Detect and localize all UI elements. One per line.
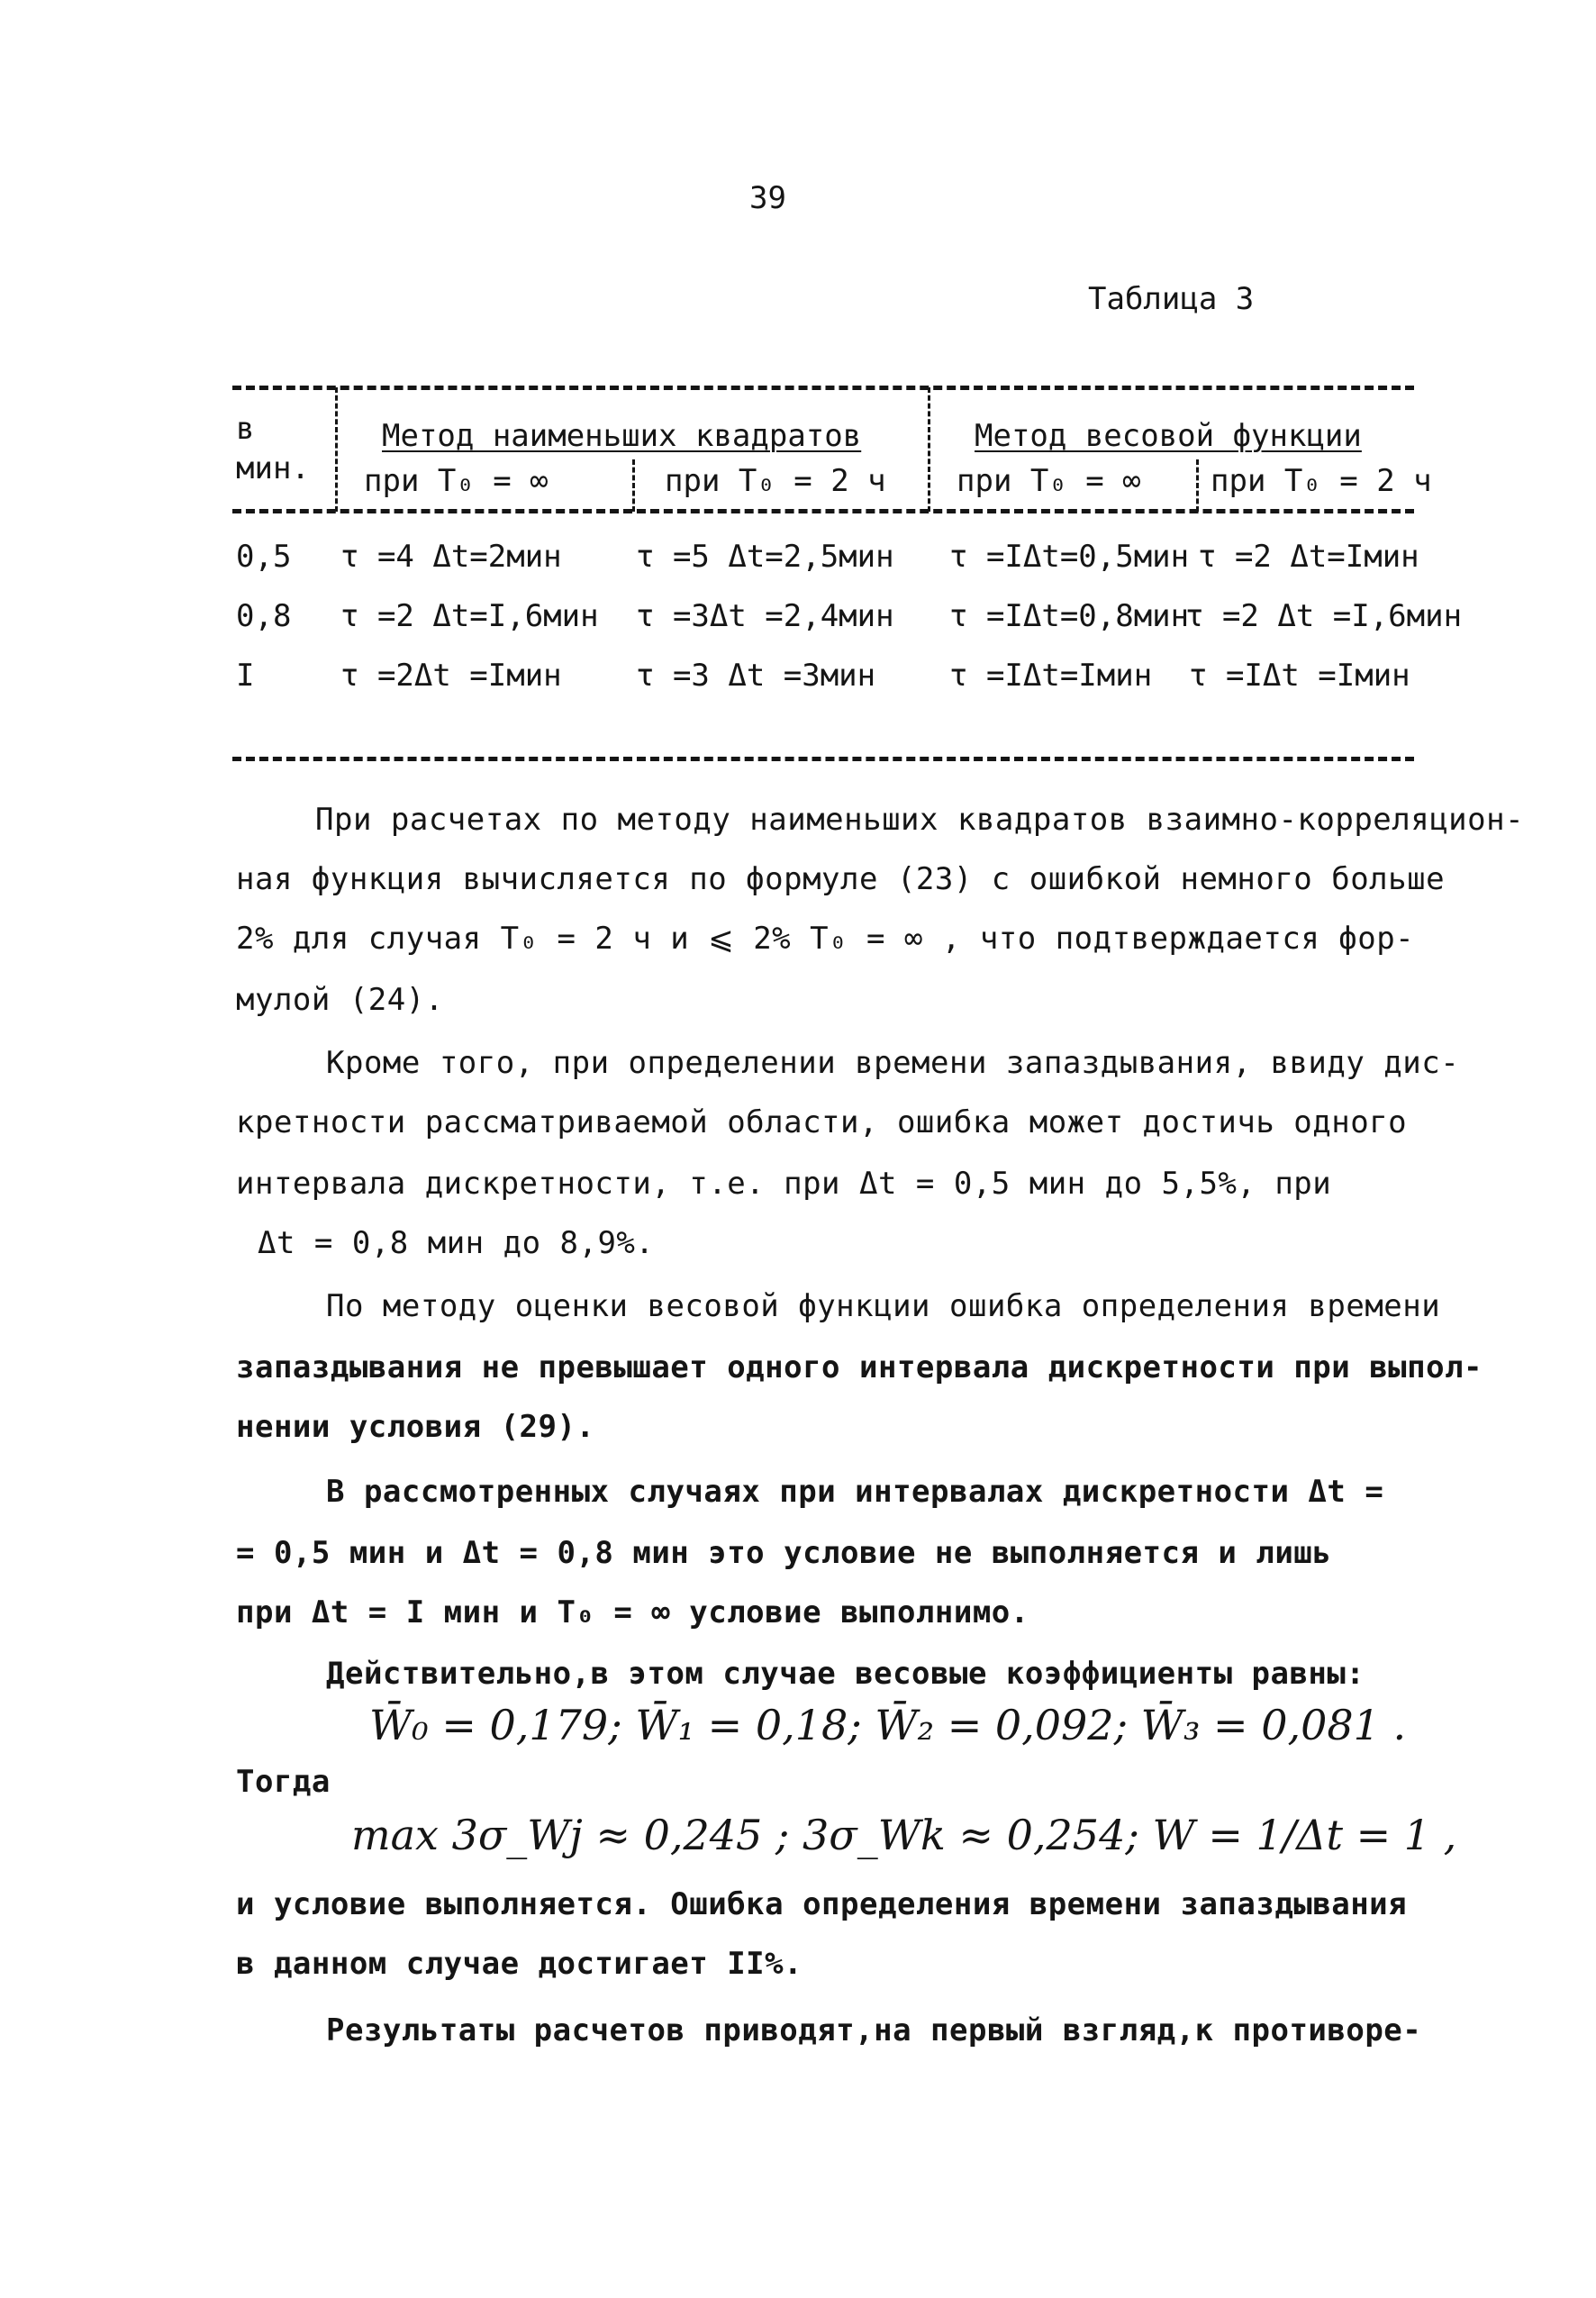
table-row-2-dt: 0,8 [236,598,292,634]
table-bottom-rule [232,757,1414,761]
formula-condition: max 3σ_Wj ≈ 0,245 ; 3σ_Wk ≈ 0,254; W = 1/Δt = 1 , [351,1811,1457,1859]
table-header-rule [232,509,1414,513]
table-top-rule [232,386,1414,390]
paragraph-2-line-2: кретности рассматриваемой области, ошибка может достичь одного [236,1104,1408,1140]
table-row-1-cell-4: τ =2 Δt=Iмин [1198,539,1419,575]
paragraph-6-line-1: и условие выполняется. Ошибка определения времени запаздывания [236,1886,1408,1922]
paragraph-1-line-1: При расчетах по методу наименьших квадратов взаимно-корреляцион- [315,802,1525,838]
table-row-2-cell-2: τ =3Δt =2,4мин [636,598,894,634]
table-divider-4 [1196,459,1199,512]
table-row-1-cell-2: τ =5 Δt=2,5мин [636,539,894,575]
paragraph-1-line-4: мулой (24). [236,982,444,1018]
paragraph-7: Результаты расчетов приводят,на первый взгляд,к противоре- [326,2012,1422,2048]
table-row-2-cell-1: τ =2 Δt=I,6мин [340,598,599,634]
paragraph-1-line-2: ная функция вычисляется по формуле (23) с ошибкой немного больше [236,861,1446,897]
paragraph-4-line-1: В рассмотренных случаях при интервалах дискретности Δt = [326,1474,1384,1510]
table-row-3-cell-3: τ =IΔt=Iмин [949,658,1153,694]
paragraph-3-line-1: По методу оценки весовой функции ошибка определения времени [326,1288,1441,1324]
table-group1-title: Метод наименьших квадратов [382,418,862,454]
table-row-1-cell-3: τ =IΔt=0,5мин [949,539,1190,575]
formula-weights: W̄₀ = 0,179; W̄₁ = 0,18; W̄₂ = 0,092; W̄₃ = 0,081 . [369,1701,1407,1749]
table-divider-3 [632,459,635,512]
table-row-3-dt: I [236,658,255,694]
paragraph-5: Действительно,в этом случае весовые коэффициенты равны: [326,1656,1365,1692]
table-row-3-cell-1: τ =2Δt =Iмин [340,658,562,694]
togda-label: Тогда [236,1764,331,1800]
table-subheader-1: при T₀ = ∞ [364,463,549,499]
paragraph-6-line-2: в данном случае достигает II%. [236,1946,803,1982]
paragraph-4-line-3: при Δt = I мин и T₀ = ∞ условие выполнимо. [236,1594,1029,1630]
table-row-2-cell-4: τ =2 Δt =I,6мин [1185,598,1463,634]
paragraph-4-line-2: = 0,5 мин и Δt = 0,8 мин это условие не выполняется и лишь [236,1535,1332,1571]
table-row-2-cell-3: τ =IΔt=0,8мин [949,598,1190,634]
table-row-1-cell-1: τ =4 Δt=2мин [340,539,562,575]
table-subheader-2: при T₀ = 2 ч [665,463,886,499]
paragraph-3-line-2: запаздывания не превышает одного интервала дискретности при выпол- [236,1349,1483,1385]
table-caption: Таблица 3 [1088,281,1255,317]
paragraph-1-line-3: 2% для случая T₀ = 2 ч и ⩽ 2% T₀ = ∞ , что подтверждается фор- [236,921,1415,957]
table-row-3-cell-4: τ =IΔt =Iмин [1189,658,1410,694]
table-row-3-cell-2: τ =3 Δt =3мин [636,658,876,694]
table-subheader-4: при T₀ = 2 ч [1211,463,1432,499]
paragraph-2-line-4: Δt = 0,8 мин до 8,9%. [258,1225,655,1261]
table-subheader-3: при T₀ = ∞ [957,463,1141,499]
paragraph-2-line-3: интервала дискретности, т.е. при Δt = 0,5 мин до 5,5%, при [236,1166,1332,1202]
table-group2-title: Метод весовой функции [975,418,1362,454]
table-divider-1 [335,387,338,512]
table-col0-header-line1: в [236,411,255,447]
table-row-1-dt: 0,5 [236,539,292,575]
table-divider-2 [928,387,930,512]
page-number: 39 [749,180,786,216]
table-col0-header-line2: мин. [236,450,310,486]
paragraph-3-line-3: нении условия (29). [236,1409,595,1445]
paragraph-2-line-1: Кроме того, при определении времени запаздывания, ввиду дис- [326,1045,1460,1081]
